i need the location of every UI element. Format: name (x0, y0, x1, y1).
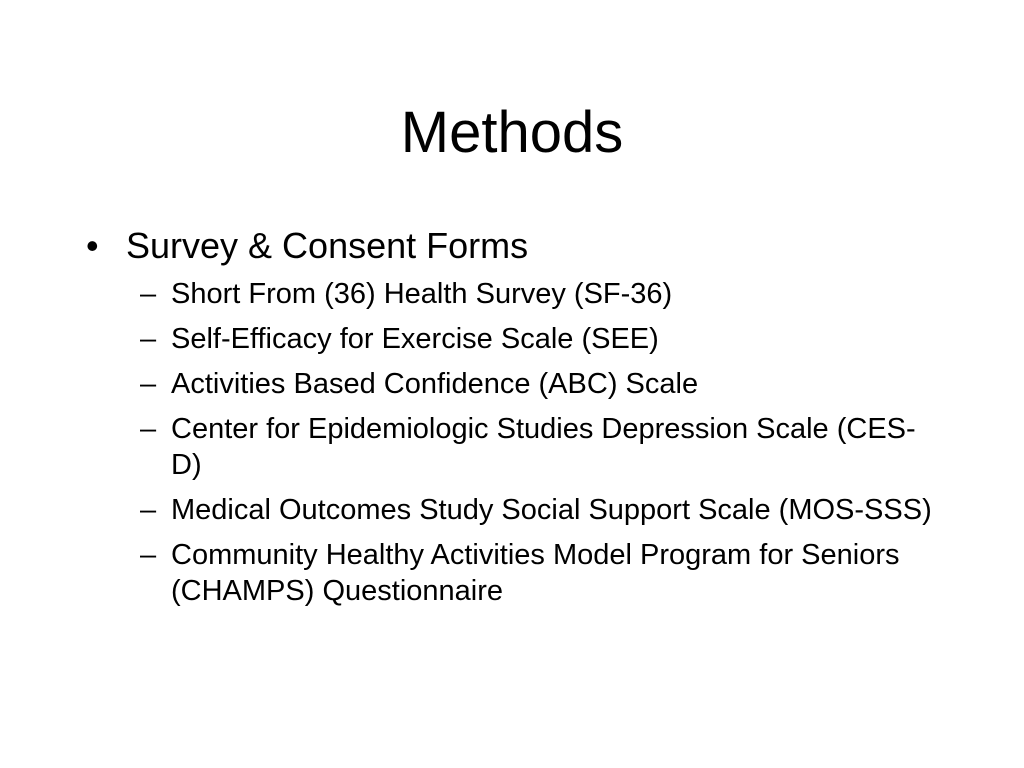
bullet-text: Survey & Consent Forms (126, 225, 529, 266)
sub-bullet-text: Medical Outcomes Study Social Support Scale (MOS-SSS) (171, 494, 932, 526)
dash-marker: – (140, 278, 157, 310)
sub-bullet-text: Self-Efficacy for Exercise Scale (SEE) (171, 323, 659, 355)
sub-bullet-text: Short From (36) Health Survey (SF-36) (171, 278, 673, 310)
dash-marker: – (140, 413, 157, 445)
sub-bullet-item (140, 366, 946, 402)
sub-bullet-text: Community Healthy Activities Model Program for Seniors (CHAMPS) Questionnaire (171, 539, 900, 607)
dash-marker: – (140, 494, 157, 526)
sub-bullet-text: Center for Epidemiologic Studies Depression Scale (CES-D) (171, 413, 916, 481)
dash-marker: – (140, 368, 157, 400)
slide-content (86, 224, 946, 618)
slide-title: Methods (400, 100, 624, 165)
bullet-marker: • (86, 225, 99, 266)
sub-bullet-item (140, 537, 946, 609)
sub-bullet-item (140, 492, 946, 528)
sub-bullet-list (140, 276, 946, 609)
dash-marker: – (140, 323, 157, 355)
bullet-item (86, 224, 946, 268)
sub-bullet-item (140, 276, 946, 312)
sub-bullet-item (140, 321, 946, 357)
sub-bullet-text: Activities Based Confidence (ABC) Scale (171, 368, 699, 400)
sub-bullet-item (140, 411, 946, 483)
dash-marker: – (140, 539, 157, 571)
